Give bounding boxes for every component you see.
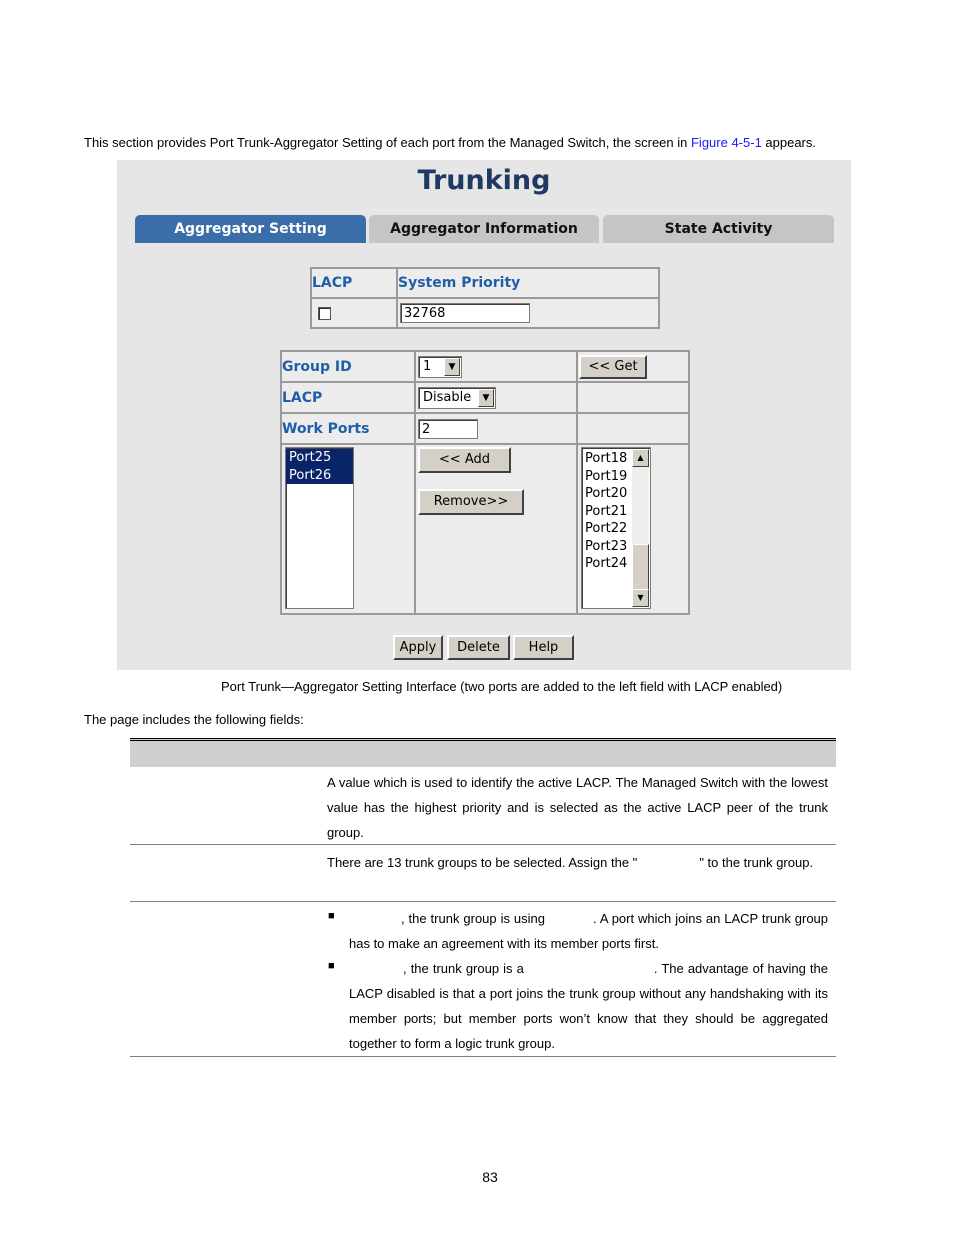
fields-intro: The page includes the following fields: <box>84 712 304 727</box>
bullet-square-icon: ■ <box>328 960 335 972</box>
fields-table-header <box>130 738 836 767</box>
page-number: 83 <box>482 1169 498 1185</box>
lacp-value: Disable <box>423 389 472 405</box>
group-id-label: Group ID <box>281 351 415 382</box>
figure-caption: Port Trunk—Aggregator Setting Interface (two ports are added to the left field with LACP enabled) <box>221 679 783 694</box>
field-description-group-id <box>327 850 828 875</box>
system-priority-input[interactable]: 32768 <box>400 303 530 323</box>
row2-text-b: " to the trunk group. <box>699 855 814 870</box>
lacp-label: LACP <box>281 382 415 413</box>
add-button[interactable]: << Add <box>418 447 511 473</box>
group-id-value: 1 <box>423 358 432 374</box>
lacp-checkbox[interactable] <box>318 307 331 320</box>
row3-bullet1-a: , the trunk group is using <box>401 911 545 926</box>
lacp-select[interactable] <box>418 387 496 409</box>
field-description-lacp-enable <box>349 906 828 956</box>
row3-bullet2-b: . The advantage of having the LACP disabled is that a port joins the trunk group without any handshaking with its member ports; but member ports won’t know that they should be aggregated together to form a logic trunk group. <box>349 961 829 1051</box>
tab-state-activity[interactable]: State Activity <box>603 215 834 243</box>
list-item[interactable]: Port22 <box>585 521 628 536</box>
figure-link[interactable]: Figure 4-5-1 <box>690 135 762 150</box>
trunk-group-table <box>280 350 690 615</box>
apply-button[interactable]: Apply <box>393 635 443 660</box>
scroll-thumb[interactable] <box>632 544 649 590</box>
list-item[interactable]: Port18 <box>585 451 628 466</box>
list-item[interactable]: Port19 <box>585 468 628 484</box>
remove-button[interactable]: Remove>> <box>418 489 524 515</box>
bullet-square-icon: ■ <box>328 910 335 922</box>
tab-aggregator-setting[interactable]: Aggregator Setting <box>135 215 366 243</box>
field-description-system-priority: A value which is used to identify the active LACP. The Managed Switch with the lowest value has the highest priority and is selected as the active LACP peer of the trunk group. <box>327 775 828 840</box>
work-ports-input[interactable]: 2 <box>418 419 478 439</box>
work-ports-label: Work Ports <box>281 413 415 444</box>
intro-paragraph <box>84 135 816 150</box>
list-item[interactable]: Port23 <box>585 538 628 554</box>
get-button[interactable]: << Get <box>579 355 647 379</box>
member-ports-list[interactable] <box>285 447 354 609</box>
chevron-down-icon: ▼ <box>444 358 460 376</box>
system-priority-header: System Priority <box>397 268 659 298</box>
scroll-down-icon[interactable]: ▼ <box>632 589 649 607</box>
row3-bullet1-b: . A port which joins an LACP trunk group has to make an agreement with its member ports first. <box>349 911 829 951</box>
system-priority-table <box>310 267 660 329</box>
tab-aggregator-information[interactable]: Aggregator Information <box>369 215 599 243</box>
list-item[interactable]: Port20 <box>585 486 628 501</box>
page-title: Trunking <box>417 165 551 196</box>
chevron-down-icon: ▼ <box>478 389 494 407</box>
group-id-select[interactable] <box>418 356 462 378</box>
list-item[interactable]: Port26 <box>286 467 353 485</box>
row2-text-a: There are 13 trunk groups to be selected. Assign the " <box>327 855 638 870</box>
help-button[interactable]: Help <box>513 635 574 660</box>
screenshot-panel <box>117 160 851 670</box>
available-ports-list[interactable] <box>581 447 651 609</box>
list-item[interactable]: Port24 <box>585 556 628 571</box>
scroll-up-icon[interactable]: ▲ <box>632 449 649 467</box>
list-item[interactable]: Port25 <box>286 449 353 467</box>
scrollbar[interactable] <box>632 449 649 607</box>
delete-button[interactable]: Delete <box>447 635 510 660</box>
lacp-header: LACP <box>311 268 397 298</box>
field-description-lacp-disable <box>349 956 828 1056</box>
divider <box>130 844 836 845</box>
divider <box>130 1056 836 1057</box>
row3-bullet2-a: , the trunk group is a <box>403 961 524 976</box>
intro-text-end: appears. <box>761 135 816 150</box>
list-item[interactable]: Port21 <box>585 503 628 519</box>
divider <box>130 901 836 902</box>
intro-text: This section provides Port Trunk-Aggregator Setting of each port from the Managed Switch, the screen in <box>84 135 691 150</box>
